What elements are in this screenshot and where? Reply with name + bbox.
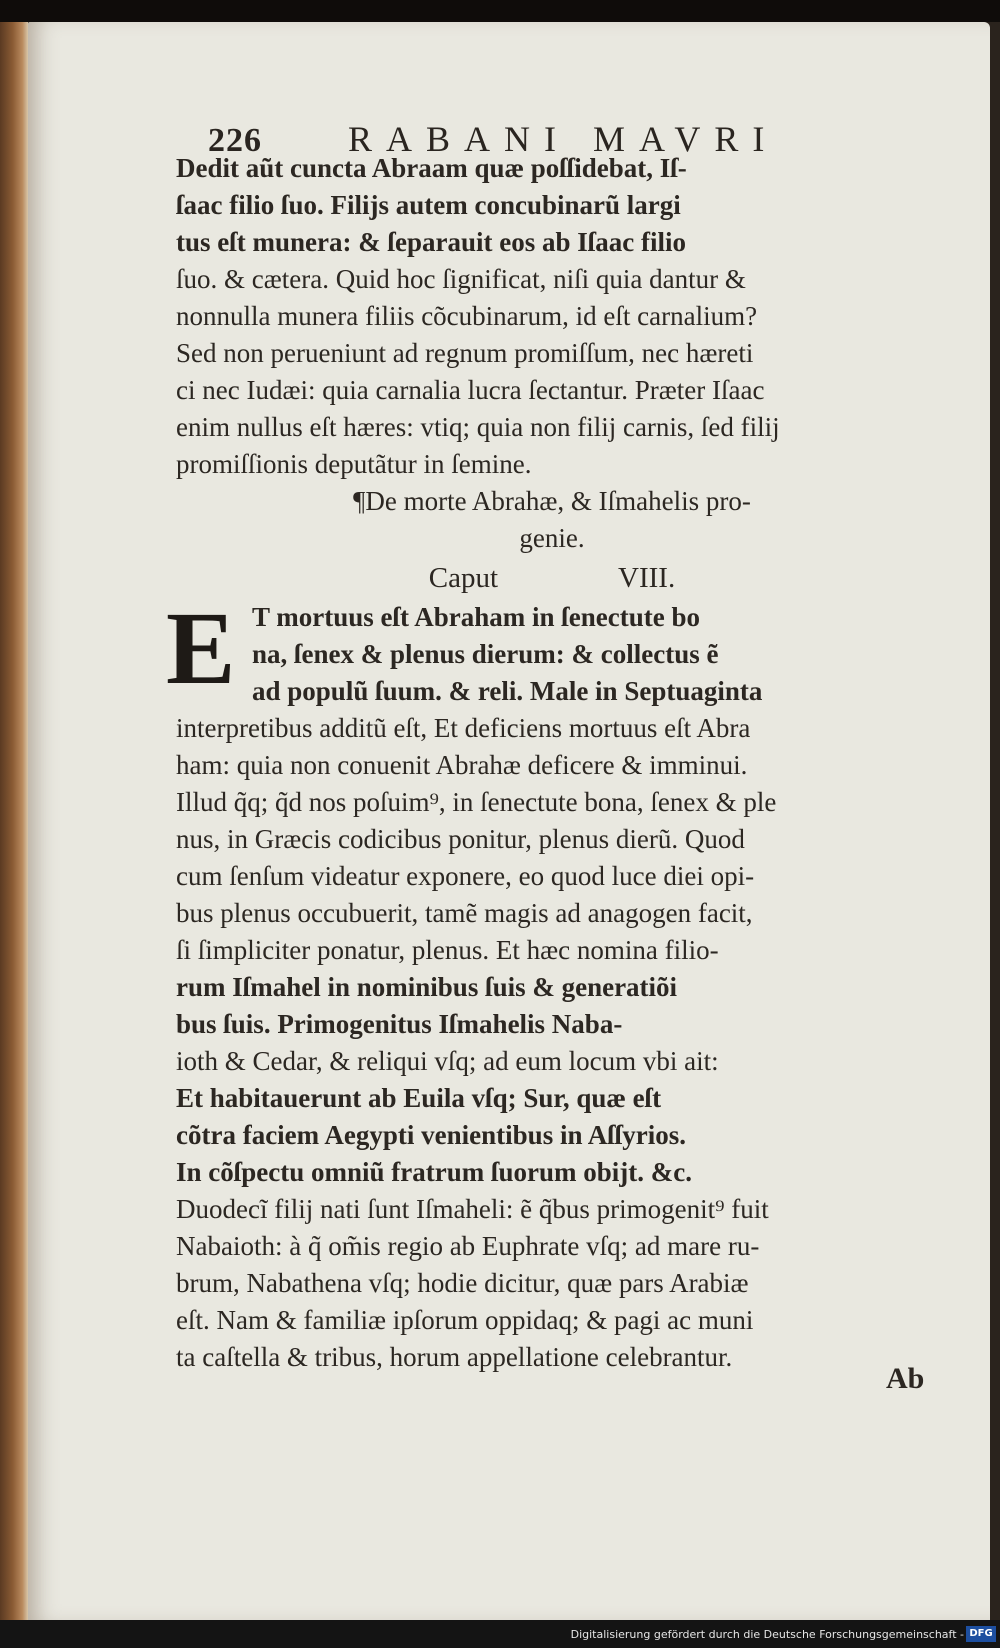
text-line: brum, Nabathena vſq; hodie dicitur, quæ pars Arabiæ — [176, 1268, 749, 1298]
text-block — [166, 150, 928, 1376]
text-line: interpretibus additũ eſt, Et deficiens mortuus eſt Abra — [176, 713, 751, 743]
text-line: ¶De morte Abrahæ, & Iſmahelis pro- — [353, 486, 751, 516]
chapter-heading — [176, 483, 928, 557]
dfg-logo: DFG — [966, 1626, 996, 1642]
text-line: na, ſenex & plenus dierum: & collectus ẽ — [252, 639, 719, 669]
initial-paragraph — [166, 591, 928, 710]
text-line: bus ſuis. Primogenitus Iſmahelis Naba- — [176, 1009, 623, 1039]
text-line: ta caſtella & tribus, horum appellatione celebrantur. — [176, 1342, 733, 1372]
text-line: Duodecĩ filij nati ſunt Iſmaheli: ẽ q̃bus primogenit⁹ fuit — [176, 1194, 769, 1224]
text-line: T mortuus eſt Abraham in ſenectute bo — [252, 602, 701, 632]
paragraph-dedit — [176, 150, 928, 483]
text-line: tus eſt munera: & ſeparauit eos ab Iſaac filio — [176, 227, 686, 257]
text-line: Sed non perueniunt ad regnum promiſſum, nec hæreti — [176, 338, 754, 368]
text-line: eſt. Nam & familiæ ipſorum oppidaq; & pagi ac muni — [176, 1305, 754, 1335]
text-line: genie. — [519, 523, 585, 553]
caput-number: VIII. — [618, 562, 676, 594]
paragraph-et-mortuus — [176, 710, 928, 1376]
text-line: ſi ſimpliciter ponatur, plenus. Et hæc nomina filio- — [176, 935, 719, 965]
caput-label: Caput — [428, 562, 499, 594]
scan-top-edge — [0, 0, 1000, 22]
text-line: ſaac filio ſuo. Filijs autem concubinarũ largi — [176, 190, 681, 220]
text-line: rum Iſmahel in nominibus ſuis & generatiõi — [176, 972, 678, 1002]
text-line: ſuo. & cætera. Quid hoc ſignificat, niſi quia dantur & — [176, 264, 746, 294]
text-line: ad populũ ſuum. & reli. Male in Septuaginta — [252, 676, 763, 706]
text-line: Nabaioth: à q̃ om̃is regio ab Euphrate vſq; ad mare ru- — [176, 1231, 760, 1261]
drop-initial: E — [166, 591, 236, 706]
text-line: ioth & Cedar, & reliqui vſq; ad eum locum vbi ait: — [176, 1046, 719, 1076]
paragraph-et-mortuus-indented — [176, 599, 928, 710]
text-line: In cõſpectu omniũ fratrum ſuorum obijt. &c. — [176, 1157, 692, 1187]
catchword: Ab — [886, 1362, 925, 1395]
text-line: Dedit aũt cuncta Abraam quæ poſſidebat, Iſ- — [176, 153, 687, 183]
text-line: ci nec Iudæi: quia carnalia lucra ſectantur. Præter Iſaac — [176, 375, 765, 405]
text-line: Illud q̃q; q̃d nos poſuim⁹, in ſenectute bona, ſenex & ple — [176, 787, 777, 817]
text-line: nus, in Græcis codicibus ponitur, plenus dierũ. Quod — [176, 824, 745, 854]
caput-line — [176, 557, 928, 599]
text-line: ham: quia non conuenit Abrahæ deficere & imminui. — [176, 750, 748, 780]
text-line: bus plenus occubuerit, tamẽ magis ad anagogen facit, — [176, 898, 753, 928]
running-title: RABANI MAVRI — [348, 119, 779, 159]
book-spine-edge — [0, 22, 28, 1620]
digitization-credit: Digitalisierung gefördert durch die Deutsche Forschungsgemeinschaft - — [570, 1628, 964, 1641]
text-line: promiſſionis deputãtur in ſemine. — [176, 449, 532, 479]
text-line: Et habitauerunt ab Euila vſq; Sur, quæ eſt — [176, 1083, 662, 1113]
text-line: enim nullus eſt hæres: vtiq; quia non filij carnis, ſed filij — [176, 412, 780, 442]
text-line: cõtra faciem Aegypti venientibus in Aſſyrios. — [176, 1120, 686, 1150]
text-line: nonnulla munera filiis cõcubinarum, id eſt carnalium? — [176, 301, 758, 331]
page-number: 226 — [208, 122, 262, 159]
text-line: cum ſenſum videatur exponere, eo quod luce diei opi- — [176, 861, 755, 891]
